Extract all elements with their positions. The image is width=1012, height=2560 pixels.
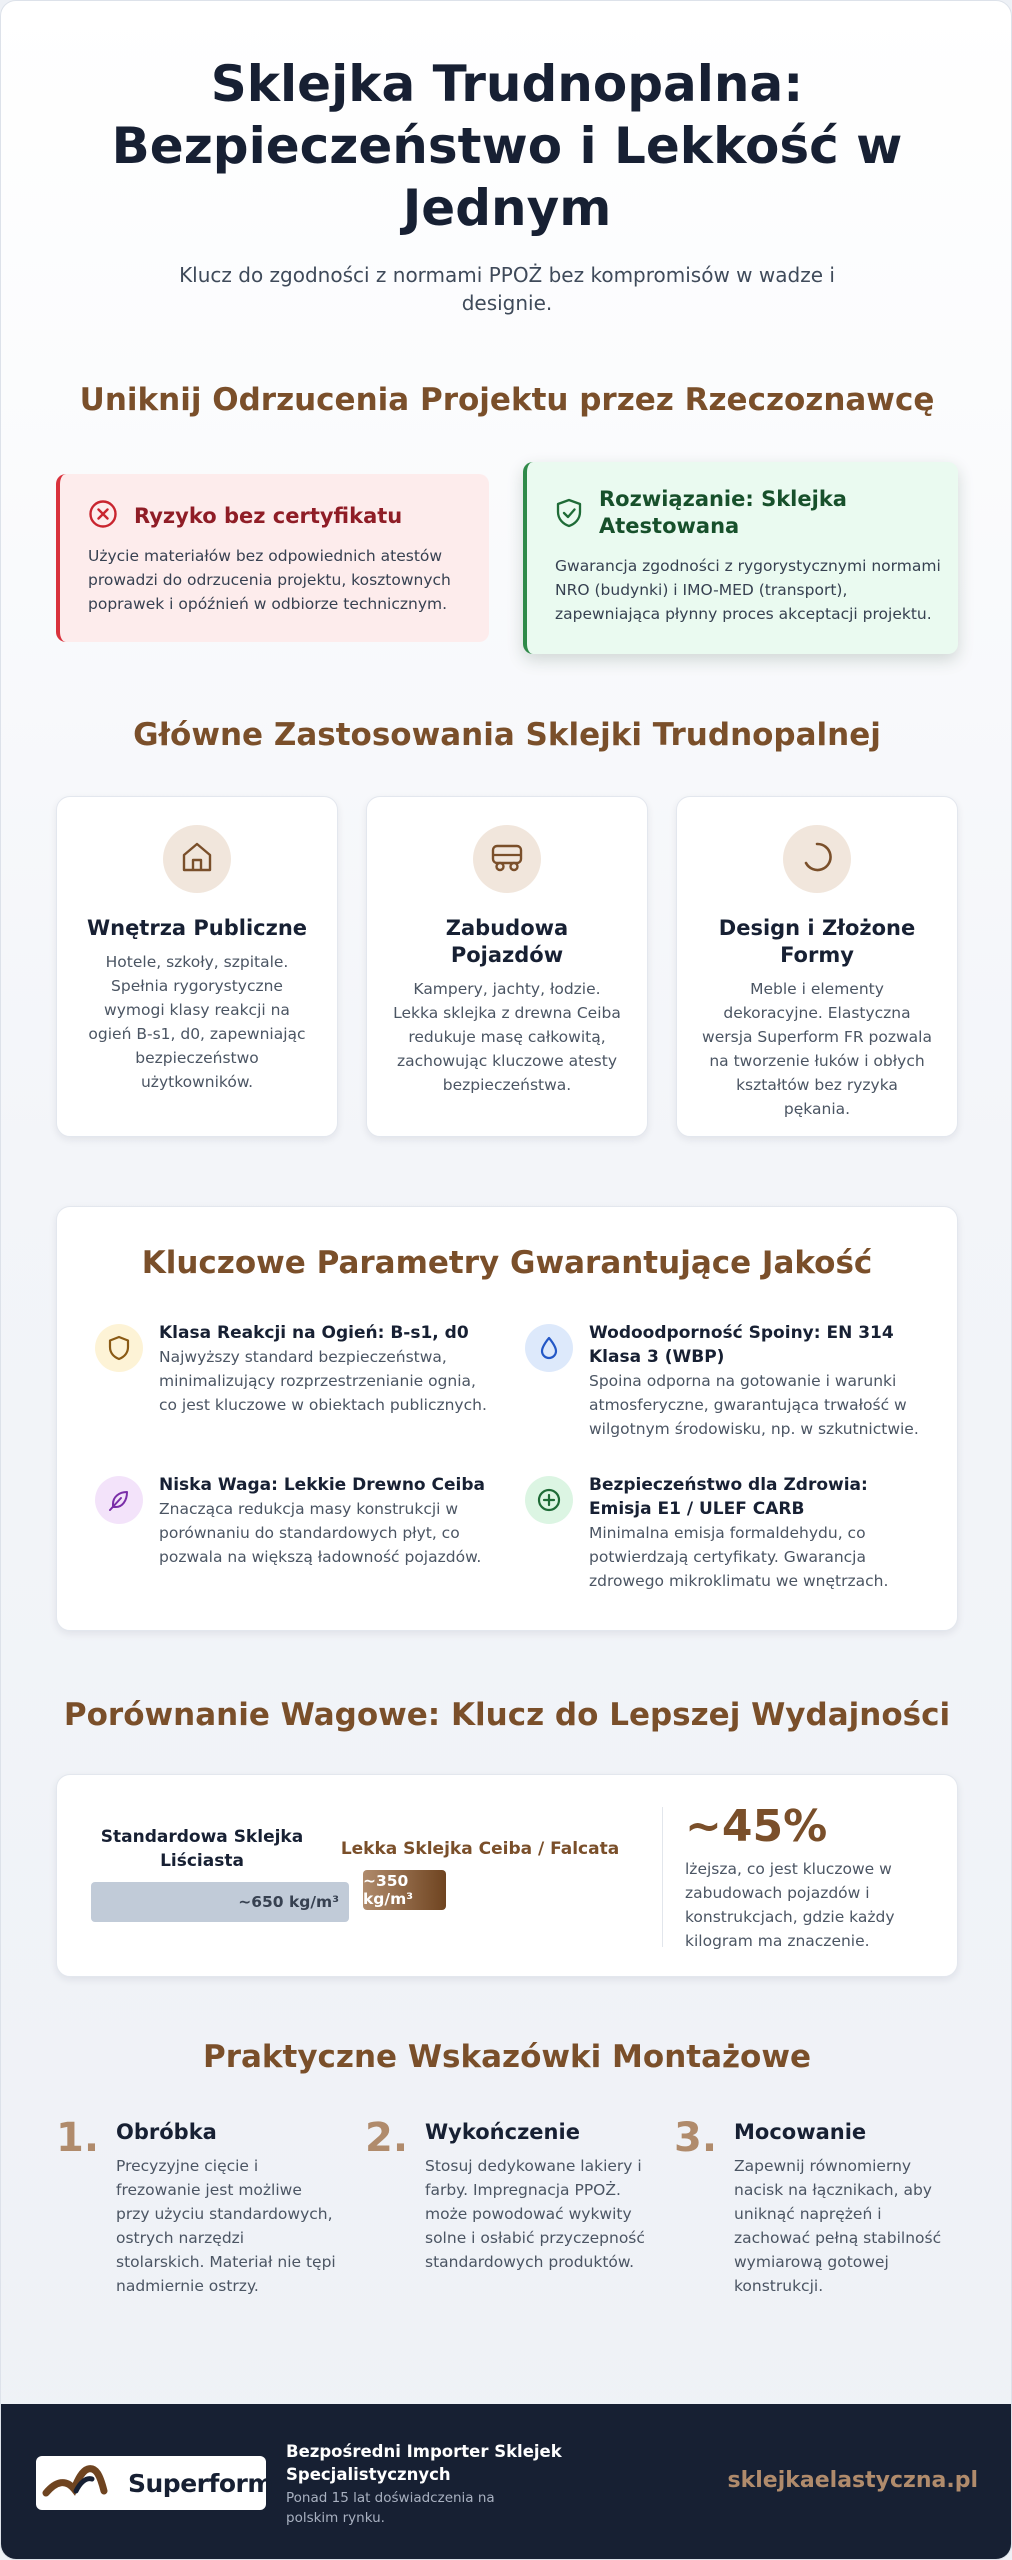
droplet-icon — [525, 1324, 573, 1372]
curve-icon — [799, 839, 835, 879]
parameter-item — [95, 1473, 495, 1569]
risk-box — [56, 474, 489, 642]
application-card-public — [56, 796, 338, 1137]
tip-title: Mocowanie — [734, 2120, 867, 2144]
tip-title: Wykończenie — [425, 2120, 580, 2144]
parameter-title: Bezpieczeństwo dla Zdrowia: Emisja E1 / ULEF CARB — [589, 1475, 868, 1519]
hero — [1, 53, 1012, 317]
tip-number: 1. — [56, 2115, 100, 2161]
logo-text: Superform — [128, 2468, 273, 2498]
tip-title: Obróbka — [116, 2120, 217, 2144]
shield-check-icon — [555, 498, 583, 532]
parameter-text: Znacząca redukcja masy konstrukcji w porównaniu do standardowych płyt, co pozwala na większą ładowność pojazdów. — [159, 1500, 482, 1566]
footer — [1, 2404, 1012, 2560]
application-card-design — [676, 796, 958, 1137]
logo-mark-icon — [42, 2461, 124, 2505]
parameter-title: Wodoodporność Spoiny: EN 314 Klasa 3 (WBP) — [589, 1323, 894, 1367]
standard-value: ~650 kg/m³ — [238, 1893, 339, 1911]
parameters-title: Kluczowe Parametry Gwarantujące Jakość — [141, 1245, 873, 1281]
parameters-card — [56, 1206, 958, 1631]
reduction-text: lżejsza, co jest kluczowe w zabudowach pojazdów i konstrukcjach, gdzie każdy kilogram ma znaczenie. — [685, 1860, 895, 1950]
solution-title: Rozwiązanie: Sklejka Atestowana — [599, 487, 847, 538]
parameter-title: Niska Waga: Lekkie Drewno Ceiba — [159, 1475, 485, 1495]
weight-card — [56, 1774, 958, 1977]
application-text: Meble i elementy dekoracyjne. Elastyczna wersja Superform FR pozwala na tworzenie łuków i obłych kształtów bez ryzyka pękania. — [702, 980, 932, 1118]
page-title: Sklejka Trudnopalna: Bezpieczeństwo i Lekkość w Jednym — [111, 55, 903, 237]
tip-number: 3. — [674, 2115, 718, 2161]
tip-item — [365, 2116, 655, 2274]
tip-item — [674, 2116, 964, 2298]
weight-title: Porównanie Wagowe: Klucz do Lepszej Wydajności — [63, 1697, 951, 1733]
tip-item — [56, 2116, 346, 2298]
website-link[interactable]: sklejkaelastyczna.pl — [727, 2468, 978, 2493]
solution-box — [523, 462, 958, 654]
parameter-item — [525, 1321, 925, 1441]
solution-text: Gwarancja zgodności z rygorystycznymi normami NRO (budynki) i IMO-MED (transport), zapewniająca płynny proces akceptacji projektu. — [555, 557, 941, 623]
risk-text: Użycie materiałów bez odpowiednich atestów prowadzi do odrzucenia projektu, kosztownych poprawek i opóźnień w odbiorze technicznym. — [88, 547, 451, 613]
page-subtitle: Klucz do zgodności z normami PPOŻ bez kompromisów w wadze i designie. — [179, 263, 835, 315]
application-title: Zabudowa Pojazdów — [445, 916, 569, 967]
tip-text: Stosuj dedykowane lakiery i farby. Impregnacja PPOŻ. może powodować wykwity solne i osłabić przyczepność standardowych produktów. — [425, 2157, 645, 2271]
light-weight-bar — [363, 1870, 446, 1910]
parameter-text: Minimalna emisja formaldehydu, co potwierdzają certyfikaty. Gwarancja zdrowego mikroklimatu we wnętrzach. — [589, 1524, 889, 1590]
standard-weight-bar — [91, 1882, 349, 1922]
compliance-title: Uniknij Odrzucenia Projektu przez Rzeczoznawcę — [79, 382, 935, 418]
divider — [662, 1807, 663, 1947]
parameter-item — [525, 1473, 925, 1593]
tip-text: Zapewnij równomierny nacisk na łącznikach, aby uniknąć naprężeń i zachować pełną stabilność wymiarową gotowej konstrukcji. — [734, 2157, 942, 2295]
application-text: Kampery, jachty, łodzie. Lekka sklejka z drewna Ceiba redukuje masę całkowitą, zachowując kluczowe atesty bezpieczeństwa. — [393, 980, 621, 1094]
superform-logo — [36, 2456, 273, 2510]
light-label: Lekka Sklejka Ceiba / Falcata — [340, 1839, 620, 1859]
parameter-text: Najwyższy standard bezpieczeństwa, minimalizujący rozprzestrzenianie ognia, co jest kluczowe w obiektach publicznych. — [159, 1348, 487, 1414]
parameter-item — [95, 1321, 495, 1417]
tip-number: 2. — [365, 2115, 409, 2161]
parameter-title: Klasa Reakcji na Ogień: B-s1, d0 — [159, 1323, 469, 1343]
reduction-value: ~45% — [685, 1801, 828, 1852]
footer-subtitle: Ponad 15 lat doświadczenia na polskim rynku. — [286, 2490, 495, 2526]
feather-icon — [95, 1476, 143, 1524]
application-text: Hotele, szkoły, szpitale. Spełnia rygorystyczne wymogi klasy reakcji na ogień B-s1, d0, zapewniając bezpieczeństwo użytkowników. — [88, 953, 306, 1091]
tip-text: Precyzyjne cięcie i frezowanie jest możliwe przy użyciu standardowych, ostrych narzędzi stolarskich. Materiał nie tępi nadmiernie ostrzy. — [116, 2157, 336, 2295]
light-value: ~350 kg/m³ — [363, 1872, 414, 1908]
standard-label: Standardowa Sklejka Liściasta — [100, 1827, 304, 1871]
shield-icon — [95, 1324, 143, 1372]
plus-circle-icon — [525, 1476, 573, 1524]
vehicle-icon — [488, 839, 526, 879]
risk-title: Ryzyko bez certyfikatu — [134, 503, 403, 528]
parameter-text: Spoina odporna na gotowanie i warunki atmosferyczne, gwarantująca trwałość w wilgotnym środowisku, np. w szkutnictwie. — [589, 1372, 919, 1438]
footer-title: Bezpośredni Importer Sklejek Specjalistycznych — [286, 2442, 562, 2484]
application-title: Wnętrza Publiczne — [86, 916, 308, 940]
application-card-vehicles — [366, 796, 648, 1137]
tips-title: Praktyczne Wskazówki Montażowe — [202, 2039, 812, 2075]
home-icon — [179, 839, 215, 879]
applications-title: Główne Zastosowania Sklejki Trudnopalnej — [133, 717, 881, 753]
application-title: Design i Złożone Formy — [718, 916, 916, 967]
x-circle-icon — [88, 499, 118, 533]
